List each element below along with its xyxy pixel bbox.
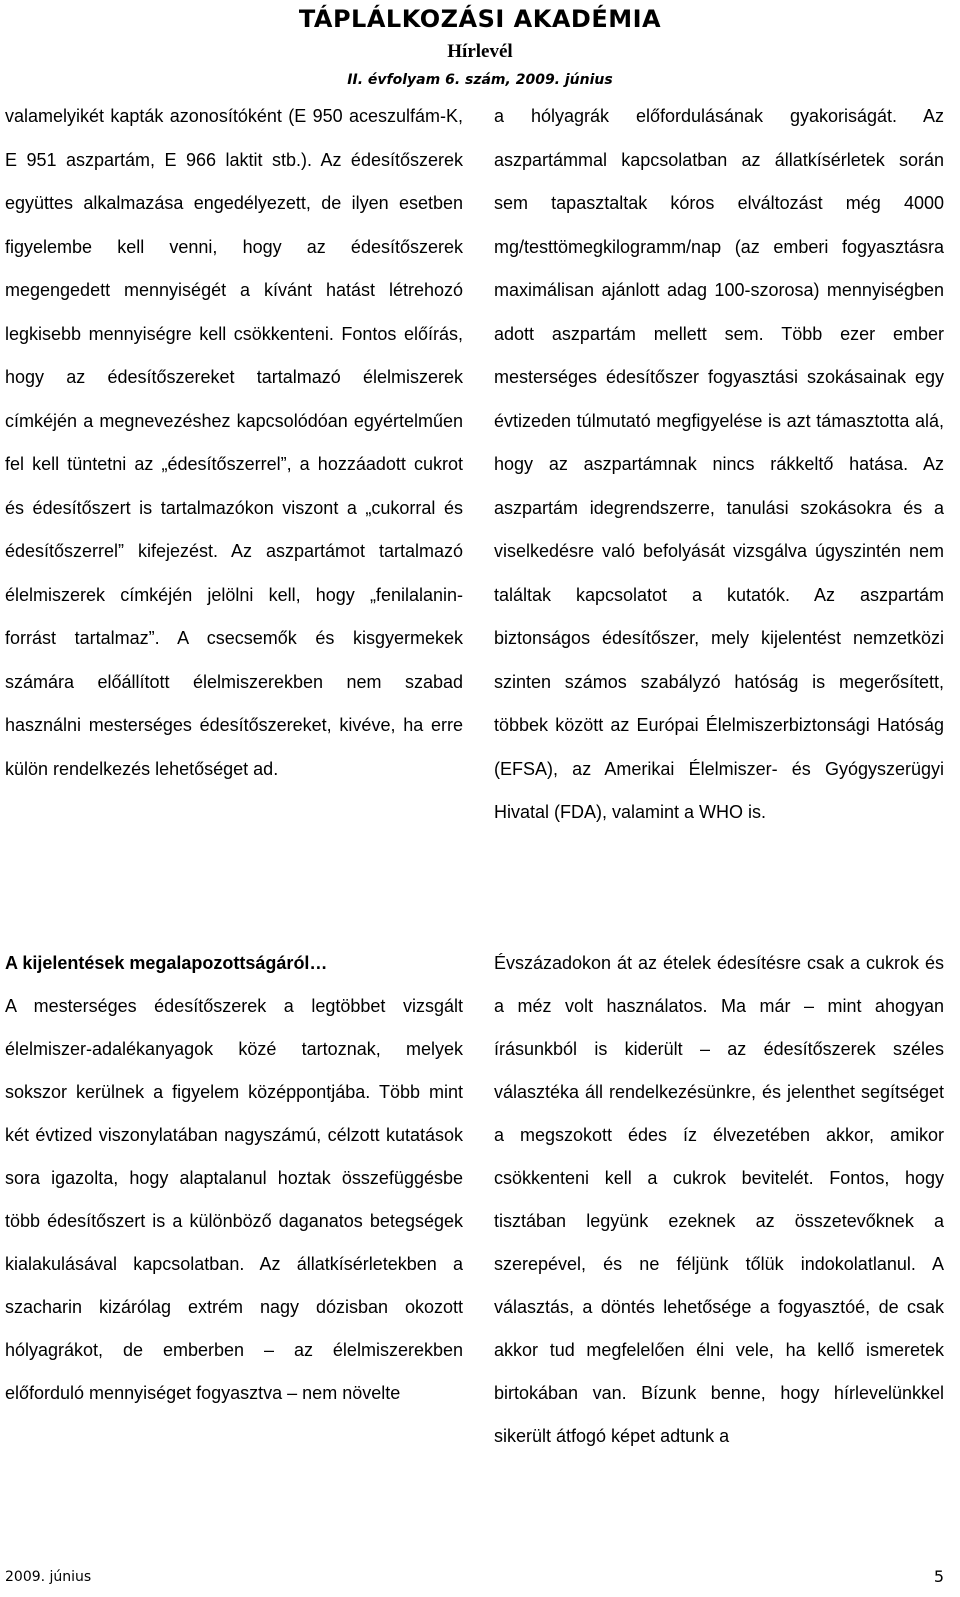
top-left-paragraph: valamelyikét kapták azonosítóként (E 950 aceszulfám-K, E 951 aszpartám, E 966 laktit stb.). Az édesítőszerek együttes alkalmazása engedélyezett, de ilyen esetben figyelembe kell venni, hogy az édesítőszerek megengedett mennyiségét a kívánt hatást létrehozó legkisebb mennyiségre kell csökkenteni. Fontos előírás, hogy az édesítőszereket tartalmazó élelmiszerek címkéjén a megnevezéshez kapcsolódóan egyértelműen fel kell tüntetni az „édesítőszerrel”, a hozzáadott cukrot és édesítőszert is tartalmazókon viszont a „cukorral és édesítőszerrel” kifejezést. Az aszpartámot tartalmazó élelmiszerek címkéjén jelölni kell, hogy „fenilalanin-forrást tartalmaz”. A csecsemők és kisgyermekek számára előállított élelmiszerekben nem szabad használni mesterséges édesítőszereket, kivéve, ha erre külön rendelkezés lehetőséget ad.	[5, 106, 463, 779]
bottom-left-paragraph: A mesterséges édesítőszerek a legtöbbet vizsgált élelmiszer-adalékanyagok közé tartoznak, melyek sokszor kerülnek a figyelem középpontjába. Több mint két évtized viszonylatában nagyszámú, célzott kutatások sora igazolta, hogy alaptalanul hoztak összefüggésbe több édesítőszert is a különböző daganatos betegségek kialakulásával kapcsolatban. Az állatkísérletekben a szacharin kizárólag extrém nagy dózisban okozott hólyagrákot, de emberben – az élelmiszerekben előforduló mennyiséget fogyasztva – nem növelte	[5, 996, 463, 1403]
top-right-paragraph: a hólyagrák előfordulásának gyakoriságát. Az aszpartámmal kapcsolatban az állatkísérletek során sem tapasztaltak kóros elváltozást még 4000 mg/testtömegkilogramm/nap (az emberi fogyasztásra maximálisan ajánlott adag 100-szorosa) mennyiségben adott aszpartám mellett sem. Több ezer ember mesterséges édesítőszer fogyasztási szokásainak egy évtizeden túlmutató megfigyelése is azt támasztotta alá, hogy az aszpartámnak nincs rákkeltő hatása. Az aszpartám idegrendszerre, tanulási szokásokra és a viselkedésre való befolyását vizsgálva úgyszintén nem találtak kapcsolatot a kutatók. Az aszpartám biztonságos édesítőszer, mely kijelentést nemzetközi szinten számos szabályzó hatóság is megerősített, többek között az Európai Élelmiszerbiztonsági Hatóság (EFSA), az Amerikai Élelmiszer- és Gyógyszerügyi Hivatal (FDA), valamint a WHO is.	[494, 106, 944, 822]
bottom-left-column	[5, 942, 463, 1415]
issue-info: II. évfolyam 6. szám, 2009. június	[347, 72, 613, 88]
bottom-right-column	[494, 942, 944, 1458]
top-left-column	[5, 95, 463, 791]
bottom-right-paragraph: Évszázadokon át az ételek édesítésre csak a cukrok és a méz volt használatos. Ma már – mint ahogyan írásunkból is kiderült – az édesítőszerek széles választéka áll rendelkezésünkre, és jelenthet segítséget a megszokott édes íz élvezetében akkor, amikor csökkenteni kell a cukrok bevitelét. Fontos, hogy tisztában legyünk ezeknek az összetevőknek a szerepével, és ne féljünk tőlük indokolatlanul. A választás, a döntés lehetősége a fogyasztóé, de csak akkor tud megfelelően élni vele, ha kellő ismeretek birtokában van. Bízunk benne, hogy hírlevelünkkel sikerült átfogó képet adtunk a	[494, 953, 944, 1446]
footer-date: 2009. június	[5, 1569, 92, 1585]
newsletter-subtitle: Hírlevél	[447, 41, 513, 62]
top-right-column	[494, 95, 944, 835]
newsletter-title: TÁPLÁLKOZÁSI AKADÉMIA	[298, 5, 662, 33]
page-number: 5	[933, 1567, 944, 1586]
section-heading: A kijelentések megalapozottságáról…	[5, 953, 328, 973]
